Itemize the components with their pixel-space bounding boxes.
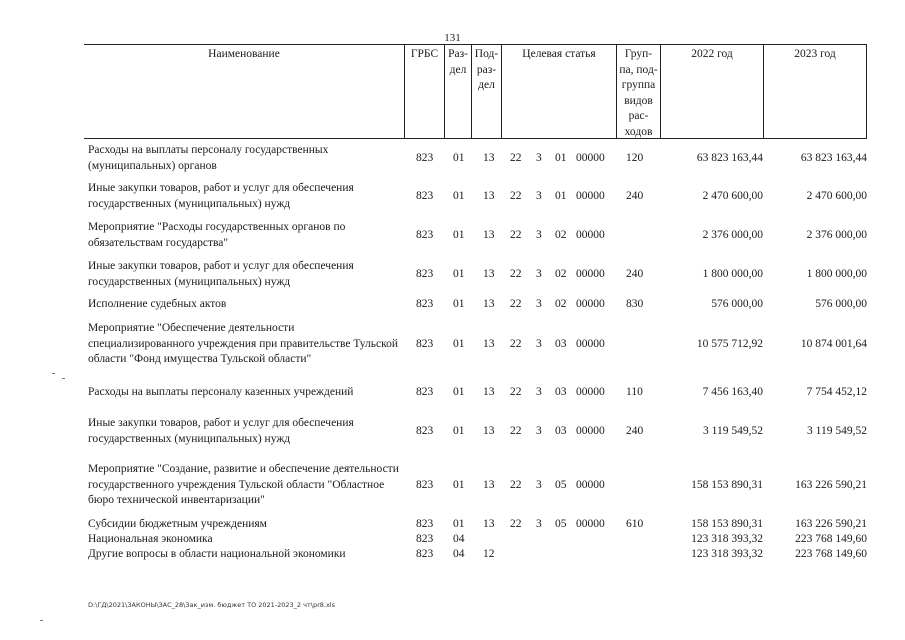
row-target-event: 02 bbox=[555, 268, 567, 280]
row-year2: 2 376 000,00 bbox=[806, 229, 867, 241]
row-podrazdel: 13 bbox=[483, 298, 495, 310]
row-year2: 7 754 452,12 bbox=[806, 386, 867, 398]
row-name: Национальная экономика bbox=[88, 533, 213, 545]
row-target-event: 02 bbox=[555, 298, 567, 310]
row-grbs: 823 bbox=[416, 190, 434, 202]
row-target-subprogram: 3 bbox=[536, 518, 542, 530]
row-podrazdel: 13 bbox=[483, 479, 495, 491]
row-name: Субсидии бюджетным учреждениям bbox=[88, 518, 267, 530]
row-year2: 1 800 000,00 bbox=[806, 268, 867, 280]
row-podrazdel: 13 bbox=[483, 229, 495, 241]
row-year2: 163 226 590,21 bbox=[795, 518, 867, 530]
row-podrazdel: 13 bbox=[483, 152, 495, 164]
row-year1: 1 800 000,00 bbox=[702, 268, 763, 280]
row-target-event: 05 bbox=[555, 518, 567, 530]
row-target-program: 22 bbox=[510, 268, 522, 280]
row-name: Расходы на выплаты персоналу казенных учреждений bbox=[88, 386, 354, 398]
row-name: Иные закупки товаров, работ и услуг для обеспечения государственных (муниципальных) нужд bbox=[88, 260, 354, 288]
row-year2: 223 768 149,60 bbox=[795, 533, 867, 545]
header-year2: 2023 год bbox=[763, 45, 867, 138]
row-podrazdel: 13 bbox=[483, 518, 495, 530]
row-razdel: 01 bbox=[453, 518, 465, 530]
row-podrazdel: 13 bbox=[483, 386, 495, 398]
row-target-subprogram: 3 bbox=[536, 298, 542, 310]
row-target-code: 00000 bbox=[576, 479, 605, 491]
row-grbs: 823 bbox=[416, 479, 434, 491]
row-razdel: 04 bbox=[453, 548, 465, 560]
row-name: Иные закупки товаров, работ и услуг для обеспечения государственных (муниципальных) нужд bbox=[88, 182, 354, 210]
row-target-code: 00000 bbox=[576, 190, 605, 202]
row-grbs: 823 bbox=[416, 548, 434, 560]
header-podrazdel: Под- раз- дел bbox=[471, 45, 501, 138]
row-target-program: 22 bbox=[510, 152, 522, 164]
row-podrazdel: 13 bbox=[483, 425, 495, 437]
row-razdel: 01 bbox=[453, 479, 465, 491]
row-name: Иные закупки товаров, работ и услуг для обеспечения государственных (муниципальных) нужд bbox=[88, 417, 354, 445]
row-target-code: 00000 bbox=[576, 386, 605, 398]
header-name: Наименование bbox=[208, 48, 280, 60]
scan-speck bbox=[40, 620, 43, 621]
row-grbs: 823 bbox=[416, 152, 434, 164]
row-vid: 240 bbox=[626, 425, 644, 437]
row-year2: 2 470 600,00 bbox=[806, 190, 867, 202]
row-year2: 63 823 163,44 bbox=[800, 152, 867, 164]
row-target-program: 22 bbox=[510, 229, 522, 241]
row-razdel: 01 bbox=[453, 152, 465, 164]
row-target-code: 00000 bbox=[576, 425, 605, 437]
row-grbs: 823 bbox=[416, 425, 434, 437]
row-name: Расходы на выплаты персоналу государственных (муниципальных) органов bbox=[88, 144, 329, 172]
row-year2: 3 119 549,52 bbox=[807, 425, 867, 437]
row-target-event: 03 bbox=[555, 338, 567, 350]
row-year1: 123 318 393,32 bbox=[691, 533, 763, 545]
row-grbs: 823 bbox=[416, 298, 434, 310]
row-name: Мероприятие "Обеспечение деятельности специализированного учреждения при правительстве Тульской области "Фонд имущества Тульской области" bbox=[88, 322, 399, 365]
row-year1: 123 318 393,32 bbox=[691, 548, 763, 560]
row-year2: 576 000,00 bbox=[815, 298, 867, 310]
row-vid: 120 bbox=[626, 152, 644, 164]
row-target-code: 00000 bbox=[576, 338, 605, 350]
row-vid: 830 bbox=[626, 298, 644, 310]
row-target-subprogram: 3 bbox=[536, 338, 542, 350]
row-razdel: 01 bbox=[453, 338, 465, 350]
row-grbs: 823 bbox=[416, 386, 434, 398]
row-target-code: 00000 bbox=[576, 518, 605, 530]
row-razdel: 04 bbox=[453, 533, 465, 545]
row-target-event: 03 bbox=[555, 386, 567, 398]
row-podrazdel: 12 bbox=[483, 548, 495, 560]
row-vid: 110 bbox=[626, 386, 643, 398]
row-razdel: 01 bbox=[453, 190, 465, 202]
row-target-subprogram: 3 bbox=[536, 268, 542, 280]
row-year2: 163 226 590,21 bbox=[795, 479, 867, 491]
row-grbs: 823 bbox=[416, 268, 434, 280]
row-vid: 240 bbox=[626, 190, 644, 202]
row-target-event: 05 bbox=[555, 479, 567, 491]
row-target-event: 02 bbox=[555, 229, 567, 241]
row-name: Мероприятие "Расходы государственных органов по обязательствам государства" bbox=[88, 221, 346, 249]
row-target-subprogram: 3 bbox=[536, 190, 542, 202]
row-vid: 610 bbox=[626, 518, 644, 530]
row-target-subprogram: 3 bbox=[536, 229, 542, 241]
row-year2: 10 874 001,64 bbox=[800, 338, 867, 350]
scan-speck bbox=[52, 373, 55, 374]
row-grbs: 823 bbox=[416, 518, 434, 530]
row-year1: 2 376 000,00 bbox=[702, 229, 763, 241]
row-target-event: 03 bbox=[555, 425, 567, 437]
row-name: Другие вопросы в области национальной экономики bbox=[88, 548, 346, 560]
row-target-code: 00000 bbox=[576, 298, 605, 310]
page-number: 131 bbox=[444, 32, 461, 44]
row-target-program: 22 bbox=[510, 518, 522, 530]
row-year2: 223 768 149,60 bbox=[795, 548, 867, 560]
row-podrazdel: 13 bbox=[483, 190, 495, 202]
scan-speck bbox=[62, 378, 65, 379]
row-target-program: 22 bbox=[510, 425, 522, 437]
file-path-footer: D:\ГД\2021\ЗАКОНЫ\ЗАС_28\Зак_изм. бюджет ТО 2021-2023_2 чт\pr8.xls bbox=[88, 601, 335, 609]
row-vid: 240 bbox=[626, 268, 644, 280]
row-year1: 7 456 163,40 bbox=[702, 386, 763, 398]
header-target: Целевая статья bbox=[501, 45, 616, 138]
row-razdel: 01 bbox=[453, 298, 465, 310]
row-target-program: 22 bbox=[510, 479, 522, 491]
row-target-code: 00000 bbox=[576, 229, 605, 241]
row-podrazdel: 13 bbox=[483, 338, 495, 350]
row-target-code: 00000 bbox=[576, 152, 605, 164]
header-grbs: ГРБС bbox=[404, 45, 444, 138]
row-target-subprogram: 3 bbox=[536, 479, 542, 491]
row-name: Мероприятие "Создание, развитие и обеспечение деятельности государственного учреждения Тульской области "Областное бюро технической инвентаризации" bbox=[88, 463, 399, 506]
header-year1: 2022 год bbox=[660, 45, 763, 138]
header-vid: Груп- па, под- группа видов рас- ходов bbox=[616, 45, 660, 138]
row-grbs: 823 bbox=[416, 533, 434, 545]
row-name: Исполнение судебных актов bbox=[88, 298, 227, 310]
row-podrazdel: 13 bbox=[483, 268, 495, 280]
row-year1: 2 470 600,00 bbox=[702, 190, 763, 202]
row-year1: 576 000,00 bbox=[711, 298, 763, 310]
row-razdel: 01 bbox=[453, 425, 465, 437]
table-header bbox=[84, 44, 867, 139]
row-year1: 3 119 549,52 bbox=[703, 425, 763, 437]
row-year1: 158 153 890,31 bbox=[691, 479, 763, 491]
row-target-subprogram: 3 bbox=[536, 425, 542, 437]
row-year1: 63 823 163,44 bbox=[696, 152, 763, 164]
row-target-program: 22 bbox=[510, 190, 522, 202]
row-grbs: 823 bbox=[416, 338, 434, 350]
row-target-program: 22 bbox=[510, 298, 522, 310]
row-year1: 158 153 890,31 bbox=[691, 518, 763, 530]
row-razdel: 01 bbox=[453, 229, 465, 241]
row-grbs: 823 bbox=[416, 229, 434, 241]
row-target-subprogram: 3 bbox=[536, 152, 542, 164]
header-razdel: Раз- дел bbox=[444, 45, 471, 138]
row-target-program: 22 bbox=[510, 386, 522, 398]
row-razdel: 01 bbox=[453, 268, 465, 280]
row-target-event: 01 bbox=[555, 190, 567, 202]
row-target-code: 00000 bbox=[576, 268, 605, 280]
row-target-program: 22 bbox=[510, 338, 522, 350]
row-target-subprogram: 3 bbox=[536, 386, 542, 398]
row-year1: 10 575 712,92 bbox=[696, 338, 763, 350]
row-target-event: 01 bbox=[555, 152, 567, 164]
row-razdel: 01 bbox=[453, 386, 465, 398]
